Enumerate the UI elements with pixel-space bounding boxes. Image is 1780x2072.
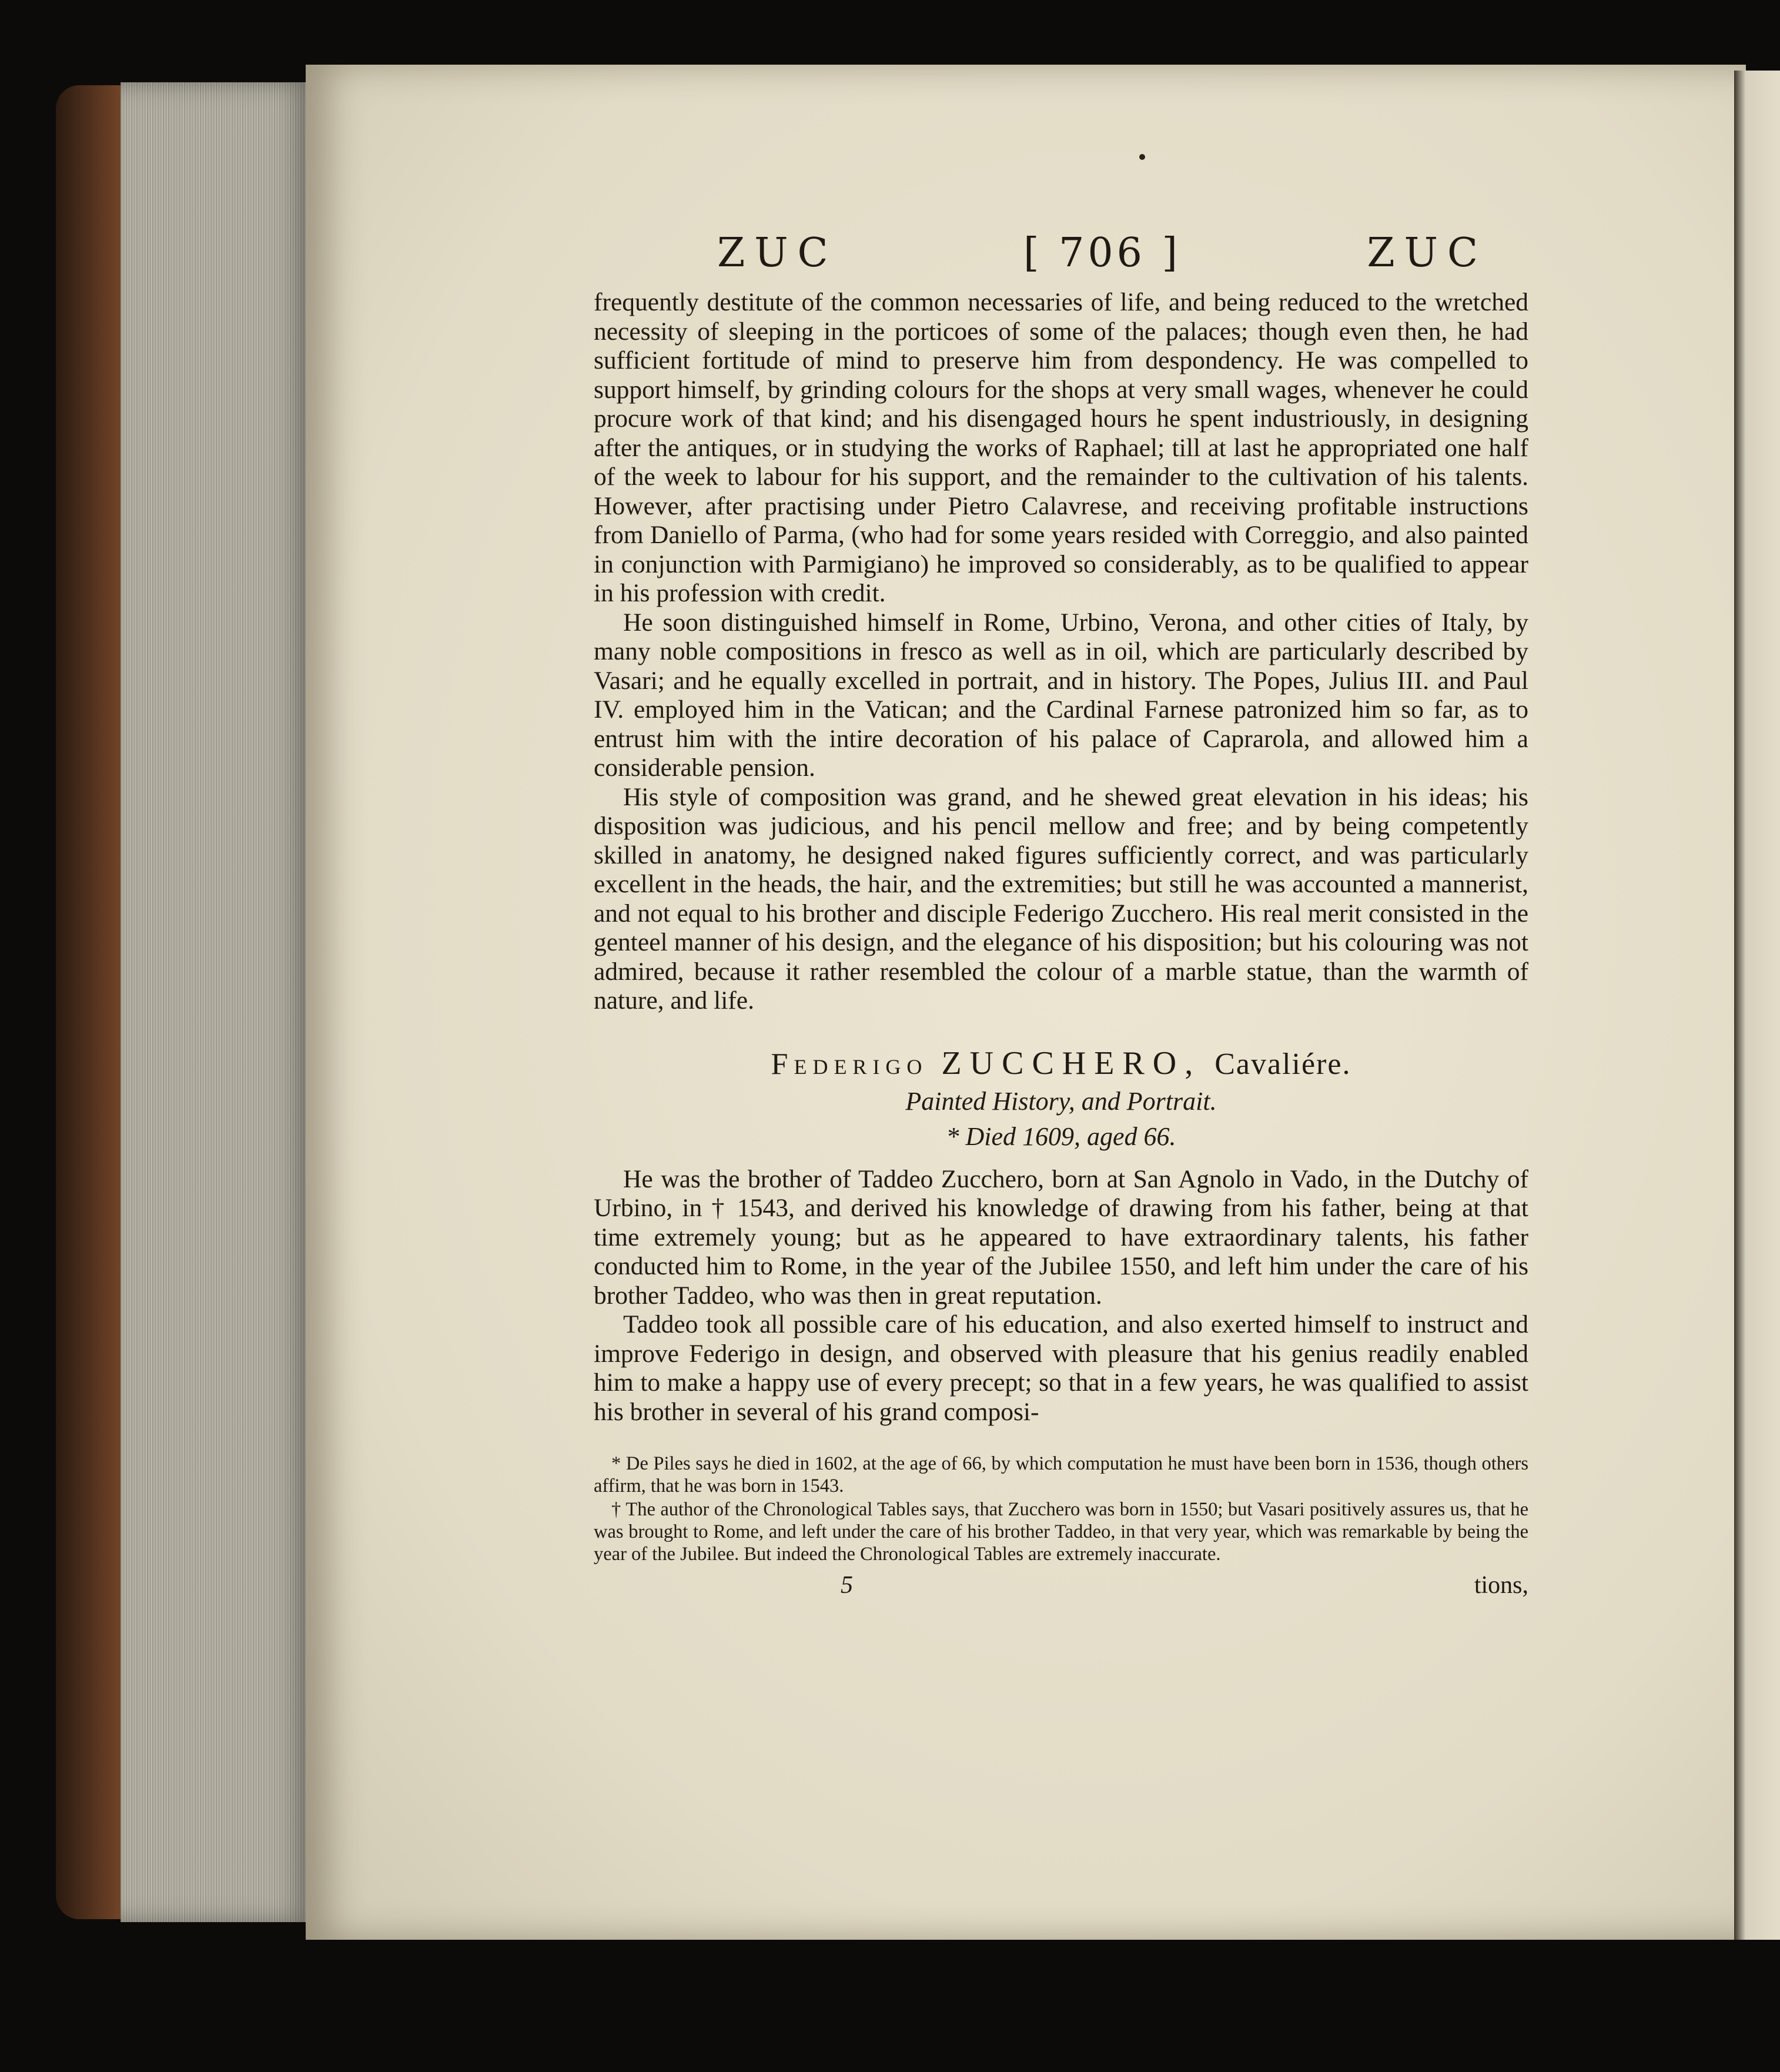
page-edges (121, 82, 314, 1922)
entry-first-name: Federigo (771, 1047, 928, 1081)
footnote: † The author of the Chronological Tables says, that Zucchero was born in 1550; but Vasari positively assures us, that he was brought to Rome, and left under the care of his brother Taddeo, in that very year, which was remarkable by being the year of the Jubilee. But indeed the Chronological Tables are extremely inaccurate. (594, 1499, 1528, 1565)
page-footer (594, 1571, 1528, 1599)
header-left: ZUC (717, 229, 838, 276)
paragraph: He soon distinguished himself in Rome, Urbino, Verona, and other cities of Italy, by many noble compositions in fresco as well as in oil, which are particularly described by Vasari; and he equally excelled in portrait, and in history. The Popes, Julius III. and Paul IV. employed him in the Vatican; and the Cardinal Farnese patronized him so far, as to entrust him with the intire decoration of his palace of Caprarola, and allowed him a considerable pension. (594, 608, 1528, 782)
body-text-top (594, 288, 1528, 1016)
catchword: tions, (1474, 1572, 1528, 1599)
paragraph: Taddeo took all possible care of his education, and also exerted himself to instruct and improve Federigo in design, and observed with pleasure that his genius readily enabled him to make a happy use of every precept; so that in a few years, he was qualified to assist his brother in several of his grand composi- (594, 1310, 1528, 1426)
entry-rank: Cavaliére. (1214, 1047, 1351, 1081)
page-number: [ 706 ] (1023, 229, 1182, 276)
running-header (717, 223, 1487, 282)
signature-mark: 5 (841, 1572, 853, 1599)
page-content (594, 223, 1528, 1599)
paragraph: frequently destitute of the common necessaries of life, and being reduced to the wretched necessity of sleeping in the porticoes of some of the palaces; though even then, he had sufficient fortitude of mind to preserve him from despondency. He was compelled to support himself, by grinding colours for the shops at very small wages, whenever he could procure work of that kind; and his disengaged hours he spent industriously, in designing after the antiques, or in studying the works of Raphael; till at last he appropriated one half of the week to labour for his support, and the remainder to the cultivation of his talents. However, after practising under Pietro Calavrese, and receiving profitable instructions from Daniello of Parma, (who had for some years resided with Correggio, and also painted in conjunction with Parmigiano) he improved so considerably, as to be qualified to appear in his profession with credit. (594, 288, 1528, 607)
paragraph: He was the brother of Taddeo Zucchero, born at San Agnolo in Vado, in the Dutchy of Urbino, in † 1543, and derived his knowledge of drawing from his father, being at that time extremely young; but as he appeared to have extraordinary talents, his father conducted him to Rome, in the year of the Jubilee 1550, and left him under the care of his brother Taddeo, who was then in great reputation. (594, 1164, 1528, 1310)
entry-died: * Died 1609, aged 66. (946, 1122, 1176, 1151)
paragraph: His style of composition was grand, and he shewed great elevation in his ideas; his disposition was judicious, and his pencil mellow and free; and by being competently skilled in anatomy, he designed naked figures sufficiently correct, and was particularly excellent in the heads, the hair, and the extremities; but still he was accounted a mannerist, and not equal to his brother and disciple Federigo Zucchero. His real merit consisted in the genteel manner of his design, and the elegance of his disposition; but his colouring was not admired, because it rather resembled the colour of a marble statue, than the warmth of nature, and life. (594, 782, 1528, 1015)
body-text-entry (594, 1165, 1528, 1427)
footnote: * De Piles says he died in 1602, at the age of 66, by which computation he must have been born in 1536, though others affirm, that he was born in 1543. (594, 1453, 1528, 1497)
entry-surname: ZUCCHERO, (941, 1045, 1202, 1082)
entry-title (594, 1044, 1528, 1084)
ink-dot (1139, 154, 1145, 160)
facing-page-edge (1734, 71, 1780, 1940)
entry-subtitle: Painted History, and Portrait. (905, 1086, 1217, 1116)
footnotes (594, 1452, 1528, 1565)
header-right: ZUC (1367, 229, 1487, 276)
